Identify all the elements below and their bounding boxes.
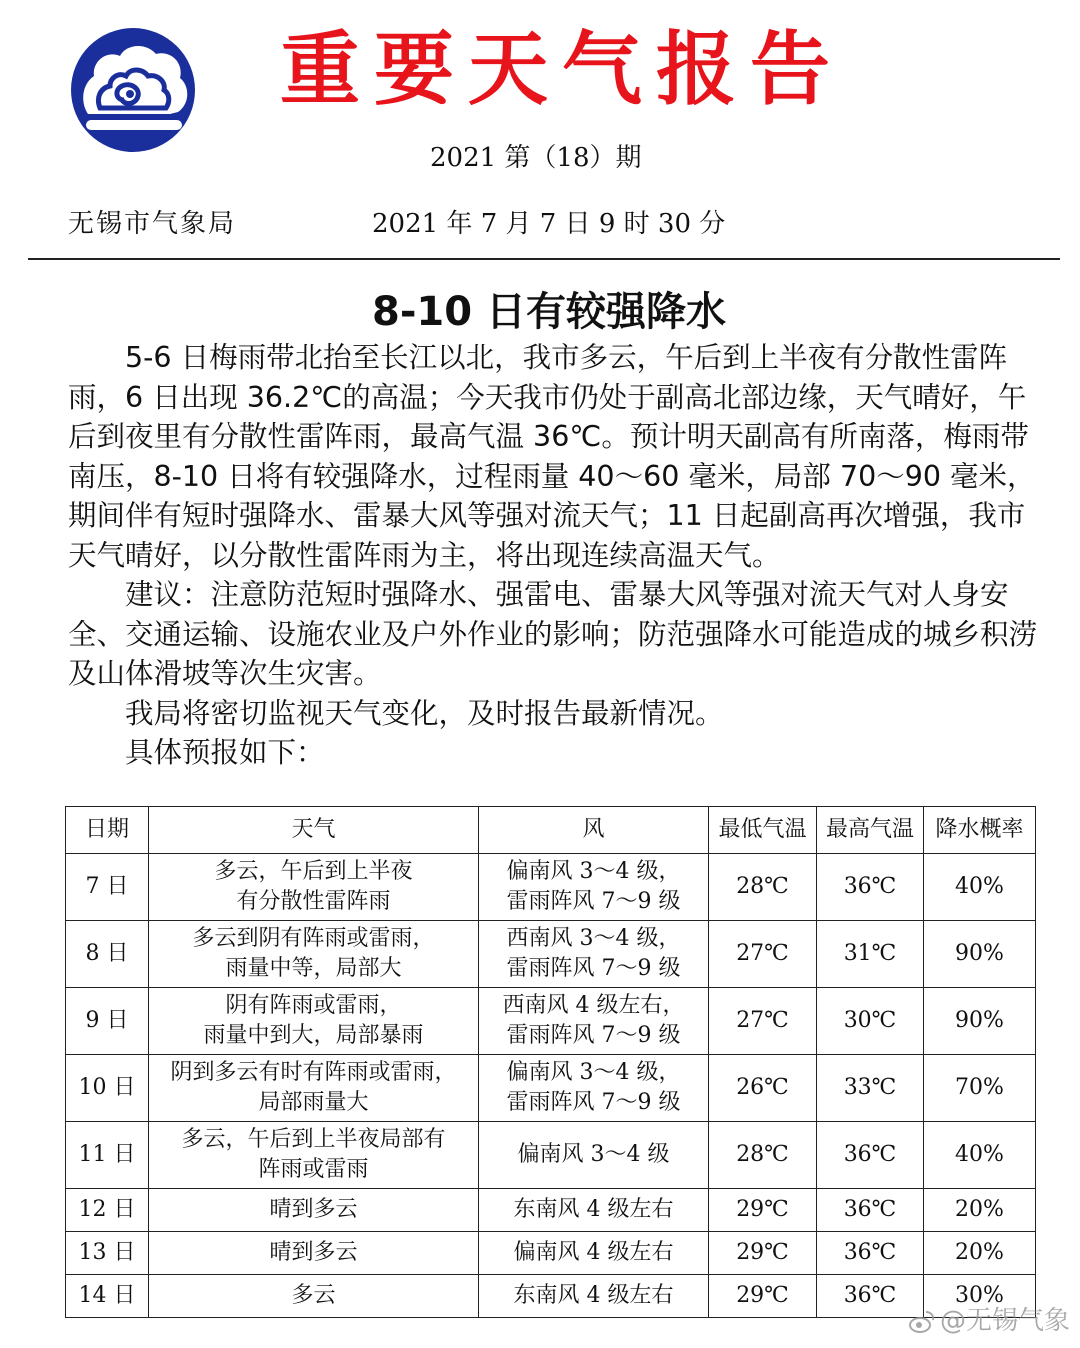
cell-weather	[149, 1275, 479, 1318]
header-date: 日期	[66, 807, 149, 854]
cell-weather	[149, 1055, 479, 1122]
cell-weather	[149, 988, 479, 1055]
cell-wind	[479, 1122, 709, 1189]
cell-weather-line: 阴有阵雨或雷雨，	[225, 993, 402, 1018]
issue-time: 2021 年 7 月 7 日 9 时 30 分	[372, 209, 726, 239]
cell-wind	[479, 1189, 709, 1232]
paragraph-forecast-intro: 具体预报如下：	[125, 736, 325, 769]
header-weather: 天气	[149, 807, 479, 854]
table-header-row	[66, 807, 1036, 854]
cell-date: 7 日	[66, 854, 149, 921]
cell-weather-line: 多云	[291, 1283, 336, 1308]
cell-precip-prob: 40%	[924, 854, 1036, 921]
cell-high-temp: 31℃	[817, 921, 924, 988]
cell-date: 8 日	[66, 921, 149, 988]
issue-number: 2021 第（18）期	[430, 143, 642, 173]
cell-weather-line: 局部雨量大	[258, 1090, 369, 1115]
table-row	[66, 1122, 1036, 1189]
article-body	[68, 338, 1040, 773]
cell-wind-line: 西南风 3～4 级，	[506, 926, 681, 951]
cell-high-temp: 33℃	[817, 1055, 924, 1122]
cell-high-temp: 36℃	[817, 1189, 924, 1232]
cell-precip-prob: 90%	[924, 921, 1036, 988]
cell-low-temp: 29℃	[709, 1232, 817, 1275]
cell-wind	[479, 854, 709, 921]
cell-low-temp: 27℃	[709, 921, 817, 988]
weibo-icon	[908, 1308, 936, 1336]
forecast-table	[65, 806, 1036, 1318]
cell-wind-line: 偏南风 3～4 级，	[506, 1060, 681, 1085]
cell-weather-line: 晴到多云	[269, 1240, 358, 1265]
cell-precip-prob: 90%	[924, 988, 1036, 1055]
cell-wind-line: 东南风 4 级左右	[513, 1197, 674, 1222]
cell-wind-line: 雷雨阵风 7～9 级	[506, 956, 681, 981]
paragraph-summary: 5-6 日梅雨带北抬至长江以北，我市多云，午后到上半夜有分散性雷阵雨，6 日出现 36.2℃的高温；今天我市仍处于副高北部边缘，天气晴好，午后到夜里有分散性雷阵雨，最高气温 36℃。预计明天副高有所南落，梅雨带南压，8-10 日将有较强降水，过程雨量 40～60 毫米，局部 70～90 毫米，期间伴有短时强降水、雷暴大风等强对流天气；11 日起副高再次增强，我市天气晴好，以分散性雷阵雨为主，将出现连续高温天气。	[68, 341, 1036, 572]
cell-weather-line: 阴到多云有时有阵雨或雷雨，	[170, 1060, 457, 1085]
cell-weather-line: 阵雨或雷雨	[258, 1157, 369, 1182]
cell-wind	[479, 921, 709, 988]
cell-date: 11 日	[66, 1122, 149, 1189]
cell-date: 10 日	[66, 1055, 149, 1122]
cell-wind	[479, 988, 709, 1055]
table-row	[66, 854, 1036, 921]
table-row	[66, 1189, 1036, 1232]
cell-weather-line: 晴到多云	[269, 1197, 358, 1222]
cell-wind-line: 雷雨阵风 7～9 级	[506, 889, 681, 914]
cell-weather-line: 多云到阴有阵雨或雷雨，	[192, 926, 435, 951]
cell-low-temp: 29℃	[709, 1275, 817, 1318]
paragraph-advice: 建议：注意防范短时强降水、强雷电、雷暴大风等强对流天气对人身安全、交通运输、设施农业及户外作业的影响；防范强降水可能造成的城乡积涝及山体滑坡等次生灾害。	[68, 578, 1038, 690]
cell-weather-line: 多云，午后到上半夜	[214, 859, 413, 884]
cell-weather-line: 雨量中等，局部大	[225, 956, 402, 981]
paragraph-monitoring: 我局将密切监视天气变化，及时报告最新情况。	[125, 696, 724, 730]
cell-low-temp: 27℃	[709, 988, 817, 1055]
cell-low-temp: 29℃	[709, 1189, 817, 1232]
table-row	[66, 988, 1036, 1055]
cell-weather	[149, 1122, 479, 1189]
cell-high-temp: 36℃	[817, 1122, 924, 1189]
cell-precip-prob: 30%	[924, 1275, 1036, 1318]
cell-wind	[479, 1275, 709, 1318]
cloud-swirl-icon	[66, 28, 200, 152]
watermark-text: @无锡气象	[940, 1306, 1071, 1336]
cell-weather	[149, 921, 479, 988]
table-row	[66, 1275, 1036, 1318]
header-divider	[28, 258, 1060, 260]
cell-low-temp: 28℃	[709, 1122, 817, 1189]
cell-low-temp: 26℃	[709, 1055, 817, 1122]
table-row	[66, 921, 1036, 988]
cell-weather-line: 雨量中到大，局部暴雨	[203, 1023, 424, 1048]
cell-weather-line: 多云，午后到上半夜局部有	[181, 1127, 446, 1152]
cell-high-temp: 36℃	[817, 1275, 924, 1318]
headline: 8-10 日有较强降水	[371, 289, 727, 335]
cell-weather	[149, 1232, 479, 1275]
cell-high-temp: 36℃	[817, 854, 924, 921]
report-title: 重要天气报告	[280, 22, 844, 116]
cell-wind	[479, 1232, 709, 1275]
cell-wind-line: 西南风 4 级左右，	[502, 993, 685, 1018]
table-row	[66, 1055, 1036, 1122]
cell-weather-line: 有分散性雷阵雨	[236, 889, 391, 914]
issuer: 无锡市气象局	[68, 209, 237, 239]
cell-precip-prob: 20%	[924, 1189, 1036, 1232]
header-precip-prob: 降水概率	[924, 807, 1036, 854]
cell-wind-line: 雷雨阵风 7～9 级	[506, 1023, 681, 1048]
watermark	[908, 1300, 1070, 1337]
cell-low-temp: 28℃	[709, 854, 817, 921]
cell-date: 9 日	[66, 988, 149, 1055]
header-high-temp: 最高气温	[817, 807, 924, 854]
cell-wind-line: 东南风 4 级左右	[513, 1283, 674, 1308]
cell-high-temp: 36℃	[817, 1232, 924, 1275]
cell-high-temp: 30℃	[817, 988, 924, 1055]
cell-precip-prob: 20%	[924, 1232, 1036, 1275]
cell-wind-line: 雷雨阵风 7～9 级	[506, 1090, 681, 1115]
cell-precip-prob: 70%	[924, 1055, 1036, 1122]
cell-wind	[479, 1055, 709, 1122]
cell-date: 13 日	[66, 1232, 149, 1275]
cell-date: 12 日	[66, 1189, 149, 1232]
cell-weather	[149, 1189, 479, 1232]
header-low-temp: 最低气温	[709, 807, 817, 854]
cell-wind-line: 偏南风 3～4 级	[517, 1142, 670, 1167]
cell-wind-line: 偏南风 4 级左右	[513, 1240, 674, 1265]
cell-weather	[149, 854, 479, 921]
cell-wind-line: 偏南风 3～4 级，	[506, 859, 681, 884]
cell-date: 14 日	[66, 1275, 149, 1318]
table-row	[66, 1232, 1036, 1275]
header-wind: 风	[479, 807, 709, 854]
cell-precip-prob: 40%	[924, 1122, 1036, 1189]
